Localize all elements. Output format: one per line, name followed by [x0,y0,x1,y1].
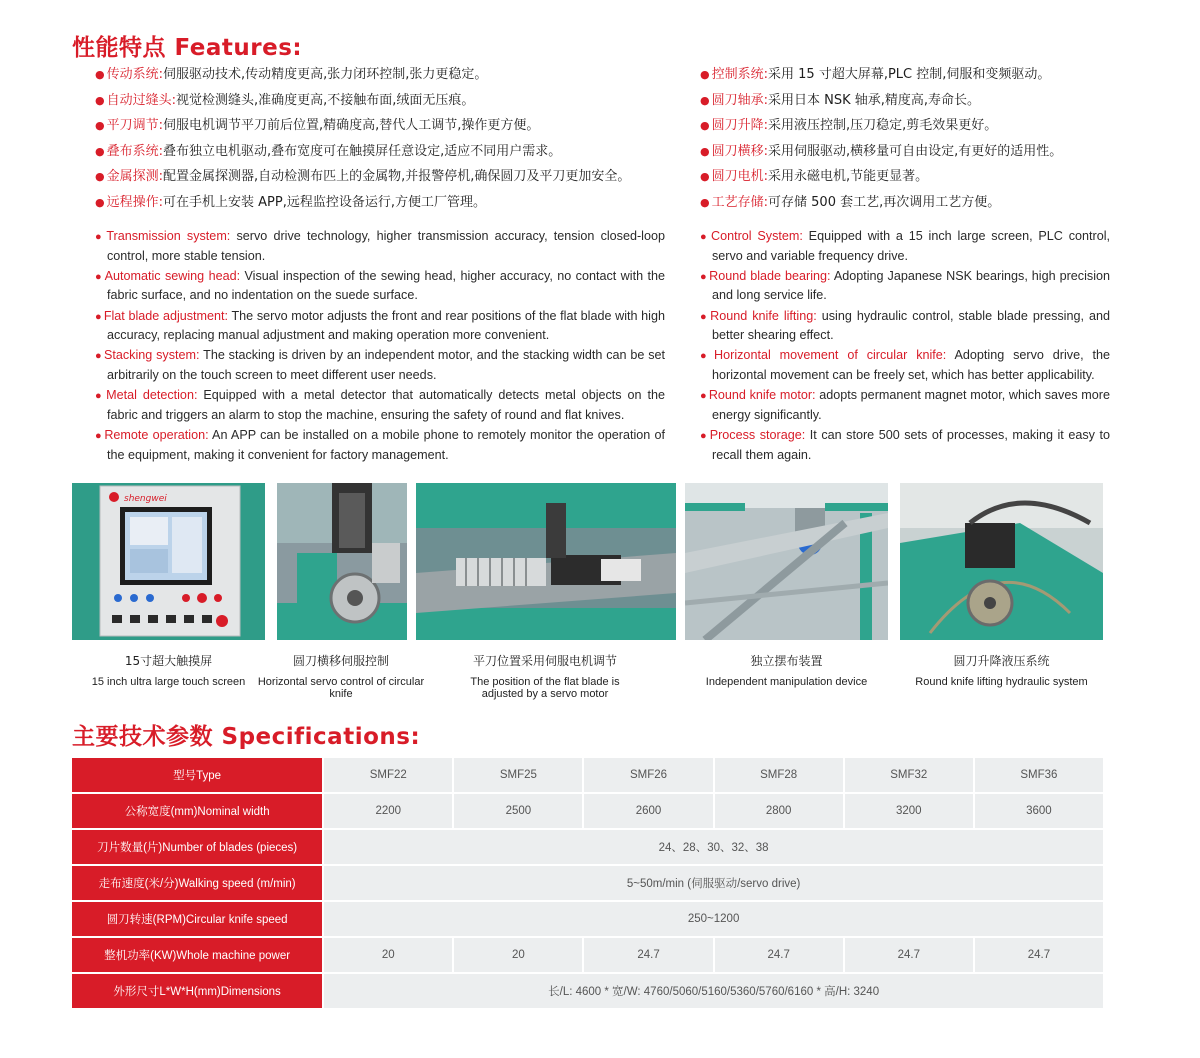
feature-key: 平刀调节 [106,118,159,133]
caption-cn: 15寸超大触摸屏 [124,654,213,668]
feature-key-colon: : [763,67,769,82]
photo-caption [685,655,888,688]
feature-key: Remote operation: [104,427,209,442]
bullet-icon: ● [95,170,105,183]
feature-text: The servo motor adjusts the front and rear positions of the flat blade with high accuracy, replacing manual adjustment and making operation more convenient. [107,308,665,343]
feature-key: 叠布系统 [106,143,159,159]
feature-key: Metal detection: [106,388,198,403]
feature-cn-item [95,143,665,169]
table-cell: 24.7 [973,938,1103,974]
row-header: 走布速度(米/分)Walking speed (m/min) [72,866,322,902]
feature-en-item [700,267,1110,305]
bullet-icon: ● [95,144,105,158]
feature-cn-item [700,194,1110,220]
brand-logo: shengwei [124,494,167,504]
bullet-icon: ● [700,93,710,107]
row-header: 圆刀转速(RPM)Circular knife speed [72,902,322,938]
feature-key-colon: : [171,92,177,108]
features-en-list-left [95,227,665,464]
table-cell: SMF36 [973,758,1103,794]
table-row [72,758,1103,794]
feature-en-item [700,346,1110,384]
table-row [72,794,1103,830]
feature-text: 采用 15 寸超大屏幕,PLC 控制,伺服和变频驱动。 [768,67,1051,82]
feature-cn-item [700,92,1110,118]
features-title: 性能特点 Features: [72,35,303,61]
feature-key: Round knife lifting: [710,308,817,323]
feature-text: 视觉检测缝头,准确度更高,不接触布面,绒面无压痕。 [176,92,475,108]
table-cell-span: 24、28、30、32、38 [322,830,1103,866]
feature-en-item [95,346,665,384]
table-cell: SMF32 [843,758,973,794]
feature-text: 可存储 500 套工艺,再次调用工艺方便。 [768,194,1001,210]
photo-caption [900,655,1103,688]
feature-text: 采用永磁电机,节能更显著。 [768,169,929,184]
feature-cn-item [95,117,665,143]
table-cell: 3600 [973,794,1103,830]
table-cell: 20 [322,938,452,974]
feature-key-colon: : [763,118,769,133]
feature-key-colon: : [158,194,164,210]
feature-en-item [95,267,665,305]
feature-text: The stacking is driven by an independent motor, and the stacking width can be set arbitrarily on the touch screen to meet different user needs. [107,348,665,382]
photo-caption [72,655,265,688]
photo-manipulation-device [685,483,888,640]
feature-text: Adopting Japanese NSK bearings, high precision and long service life. [712,268,1110,303]
bullet-icon: ● [95,350,102,363]
row-header: 型号Type [72,758,322,794]
table-cell-span: 长/L: 4600 * 宽/W: 4760/5060/5160/5360/5760/6160 * 高/H: 3240 [322,974,1103,1010]
bullet-icon: ● [95,429,103,442]
feature-cn-item [700,117,1110,143]
feature-en-item [700,426,1110,464]
feature-en-item [95,227,665,265]
feature-text: 配置金属探测器,自动检测布匹上的金属物,并报警停机,确保圆刀及平刀更加安全。 [163,169,631,184]
table-cell: 2600 [582,794,712,830]
photo-hydraulic-lifting [900,483,1103,640]
feature-text: 叠布独立电机驱动,叠布宽度可在触摸屏任意设定,适应不同用户需求。 [163,143,562,159]
table-cell: SMF22 [322,758,452,794]
photo-servo-circular-knife [277,483,407,640]
bullet-icon: ● [700,170,710,183]
caption-en: The position of the flat blade is adjusted by a servo motor [470,676,620,700]
bullet-icon: ● [700,390,707,403]
feature-text: 伺服电机调节平刀前后位置,精确度高,替代人工调节,操作更方便。 [163,118,540,133]
feature-text: 采用液压控制,压刀稳定,剪毛效果更好。 [768,118,998,133]
feature-key: 圆刀升降 [711,118,764,133]
feature-cn-item [700,143,1110,169]
row-header: 公称宽度(mm)Nominal width [72,794,322,830]
feature-key-colon: : [158,67,164,82]
bullet-icon: ● [95,68,105,81]
feature-en-item [700,307,1110,345]
table-cell: 24.7 [582,938,712,974]
caption-en: Round knife lifting hydraulic system [915,676,1088,688]
caption-cn: 平刀位置采用伺服电机调节 [472,654,617,668]
feature-text: servo drive technology, higher transmission accuracy, tension closed-loop control, more stable tension. [107,229,665,263]
feature-key: 自动过缝头 [106,92,172,108]
feature-text: An APP can be installed on a mobile phone to remotely monitor the operation of the equipment, making it convenient for factory management. [107,427,665,462]
feature-key-colon: : [763,194,769,210]
feature-key-colon: : [763,169,769,184]
bullet-icon: ● [95,93,105,107]
table-cell: 2200 [322,794,452,830]
table-row [72,938,1103,974]
bullet-icon: ● [700,350,713,363]
feature-key: Flat blade adjustment: [103,308,229,323]
feature-text: Adopting servo drive, the horizontal movement can be freely set, which has better applicability. [712,348,1110,382]
table-row [72,974,1103,1010]
feature-text: 可在手机上安装 APP,远程监控设备运行,方便工厂管理。 [163,194,486,210]
table-cell: SMF25 [452,758,582,794]
caption-en: Independent manipulation device [705,676,868,688]
table-cell: 2500 [452,794,582,830]
table-cell: 3200 [843,794,973,830]
feature-cn-item [700,66,1110,92]
feature-key: 圆刀电机 [711,169,764,184]
feature-cn-item [700,168,1110,194]
feature-key-colon: : [158,118,164,133]
feature-text: 采用日本 NSK 轴承,精度高,寿命长。 [768,92,981,108]
feature-key: 圆刀横移 [711,143,764,159]
feature-cn-item [95,168,665,194]
photo-caption [462,655,628,700]
bullet-icon: ● [700,195,710,209]
bullet-icon: ● [700,429,708,442]
feature-key: Process storage: [709,427,806,442]
bullet-icon: ● [95,270,103,283]
feature-key: Round blade bearing: [709,268,831,283]
feature-key-colon: : [158,169,164,184]
feature-en-item [95,307,665,345]
photo-flat-blade-servo [416,483,676,640]
caption-cn: 圆刀横移伺服控制 [292,654,389,668]
specifications-table [72,758,1103,1010]
feature-key: Horizontal movement of circular knife: [714,348,947,363]
feature-cn-item [95,92,665,118]
feature-key: Stacking system: [103,348,200,363]
caption-en: 15 inch ultra large touch screen [91,676,246,688]
feature-text: Equipped with a metal detector that automatically detects metal objects on the fabric and triggers an alarm to stop the machine, ensuring the safety of round and flat knives. [107,388,665,422]
features-en-list-right [700,227,1110,464]
table-cell: 24.7 [843,938,973,974]
feature-text: Equipped with a 15 inch large screen, PLC control, servo and variable frequency drive. [712,229,1110,263]
feature-text: Visual inspection of the sewing head, higher accuracy, no contact with the fabric surface, and no indentation on the suede surface. [107,268,665,303]
bullet-icon: ● [700,270,708,283]
features-right-column [700,66,1110,466]
table-cell: 20 [452,938,582,974]
feature-key: Control System: [710,229,803,243]
feature-text: adopts permanent magnet motor, which saves more energy significantly. [712,388,1110,422]
bullet-icon: ● [95,390,105,403]
feature-en-item [700,386,1110,424]
bullet-icon: ● [95,310,102,323]
table-cell-span: 250~1200 [322,902,1103,938]
feature-key-colon: : [763,92,769,108]
bullet-icon: ● [700,310,709,323]
feature-en-item [95,426,665,464]
table-row [72,830,1103,866]
feature-key: Round knife motor: [708,388,816,403]
feature-cn-item [95,66,665,92]
feature-key: 远程操作 [106,194,159,210]
feature-text: It can store 500 sets of processes, making it easy to recall them again. [712,427,1110,462]
feature-text: 伺服驱动技术,传动精度更高,张力闭环控制,张力更稳定。 [163,67,488,82]
feature-key-colon: : [158,143,164,159]
bullet-icon: ● [95,195,105,209]
feature-key: 传动系统 [106,67,159,82]
specifications-title: 主要技术参数 Specifications: [72,724,421,750]
feature-key: Automatic sewing head: [104,268,241,283]
table-cell: SMF26 [582,758,712,794]
feature-key: 金属探测 [106,169,159,184]
feature-cn-item [95,194,665,220]
feature-text: using hydraulic control, stable blade pressing, and better shearing effect. [712,308,1110,343]
feature-key: 控制系统 [711,67,764,82]
feature-en-item [700,227,1110,265]
photo-touch-screen [72,483,265,640]
feature-key: 工艺存储 [711,194,764,210]
bullet-icon: ● [95,231,105,243]
feature-text: 采用伺服驱动,横移量可自由设定,有更好的适用性。 [768,143,1063,159]
caption-cn: 圆刀升降液压系统 [953,654,1050,668]
bullet-icon: ● [700,68,710,81]
bullet-icon: ● [700,231,709,243]
feature-key-colon: : [763,143,769,159]
feature-en-item [95,386,665,424]
table-cell-span: 5~50m/min (伺服驱动/servo drive) [322,866,1103,902]
features-cn-list-right [700,66,1110,219]
caption-en: Horizontal servo control of circular knife [257,676,425,700]
table-row [72,902,1103,938]
photo-caption [248,655,434,700]
table-cell: 2800 [713,794,843,830]
bullet-icon: ● [700,144,710,158]
bullet-icon: ● [700,119,710,132]
feature-key: 圆刀轴承 [711,92,764,108]
caption-cn: 独立摆布装置 [750,654,823,668]
bullet-icon: ● [95,119,105,132]
row-header: 刀片数量(片)Number of blades (pieces) [72,830,322,866]
table-row [72,866,1103,902]
table-cell: SMF28 [713,758,843,794]
photo-strip [72,483,1103,643]
row-header: 外形尺寸L*W*H(mm)Dimensions [72,974,322,1010]
feature-key: Transmission system: [106,229,231,243]
row-header: 整机功率(KW)Whole machine power [72,938,322,974]
features-cn-list-left [95,66,665,219]
table-cell: 24.7 [713,938,843,974]
features-left-column [95,66,665,466]
